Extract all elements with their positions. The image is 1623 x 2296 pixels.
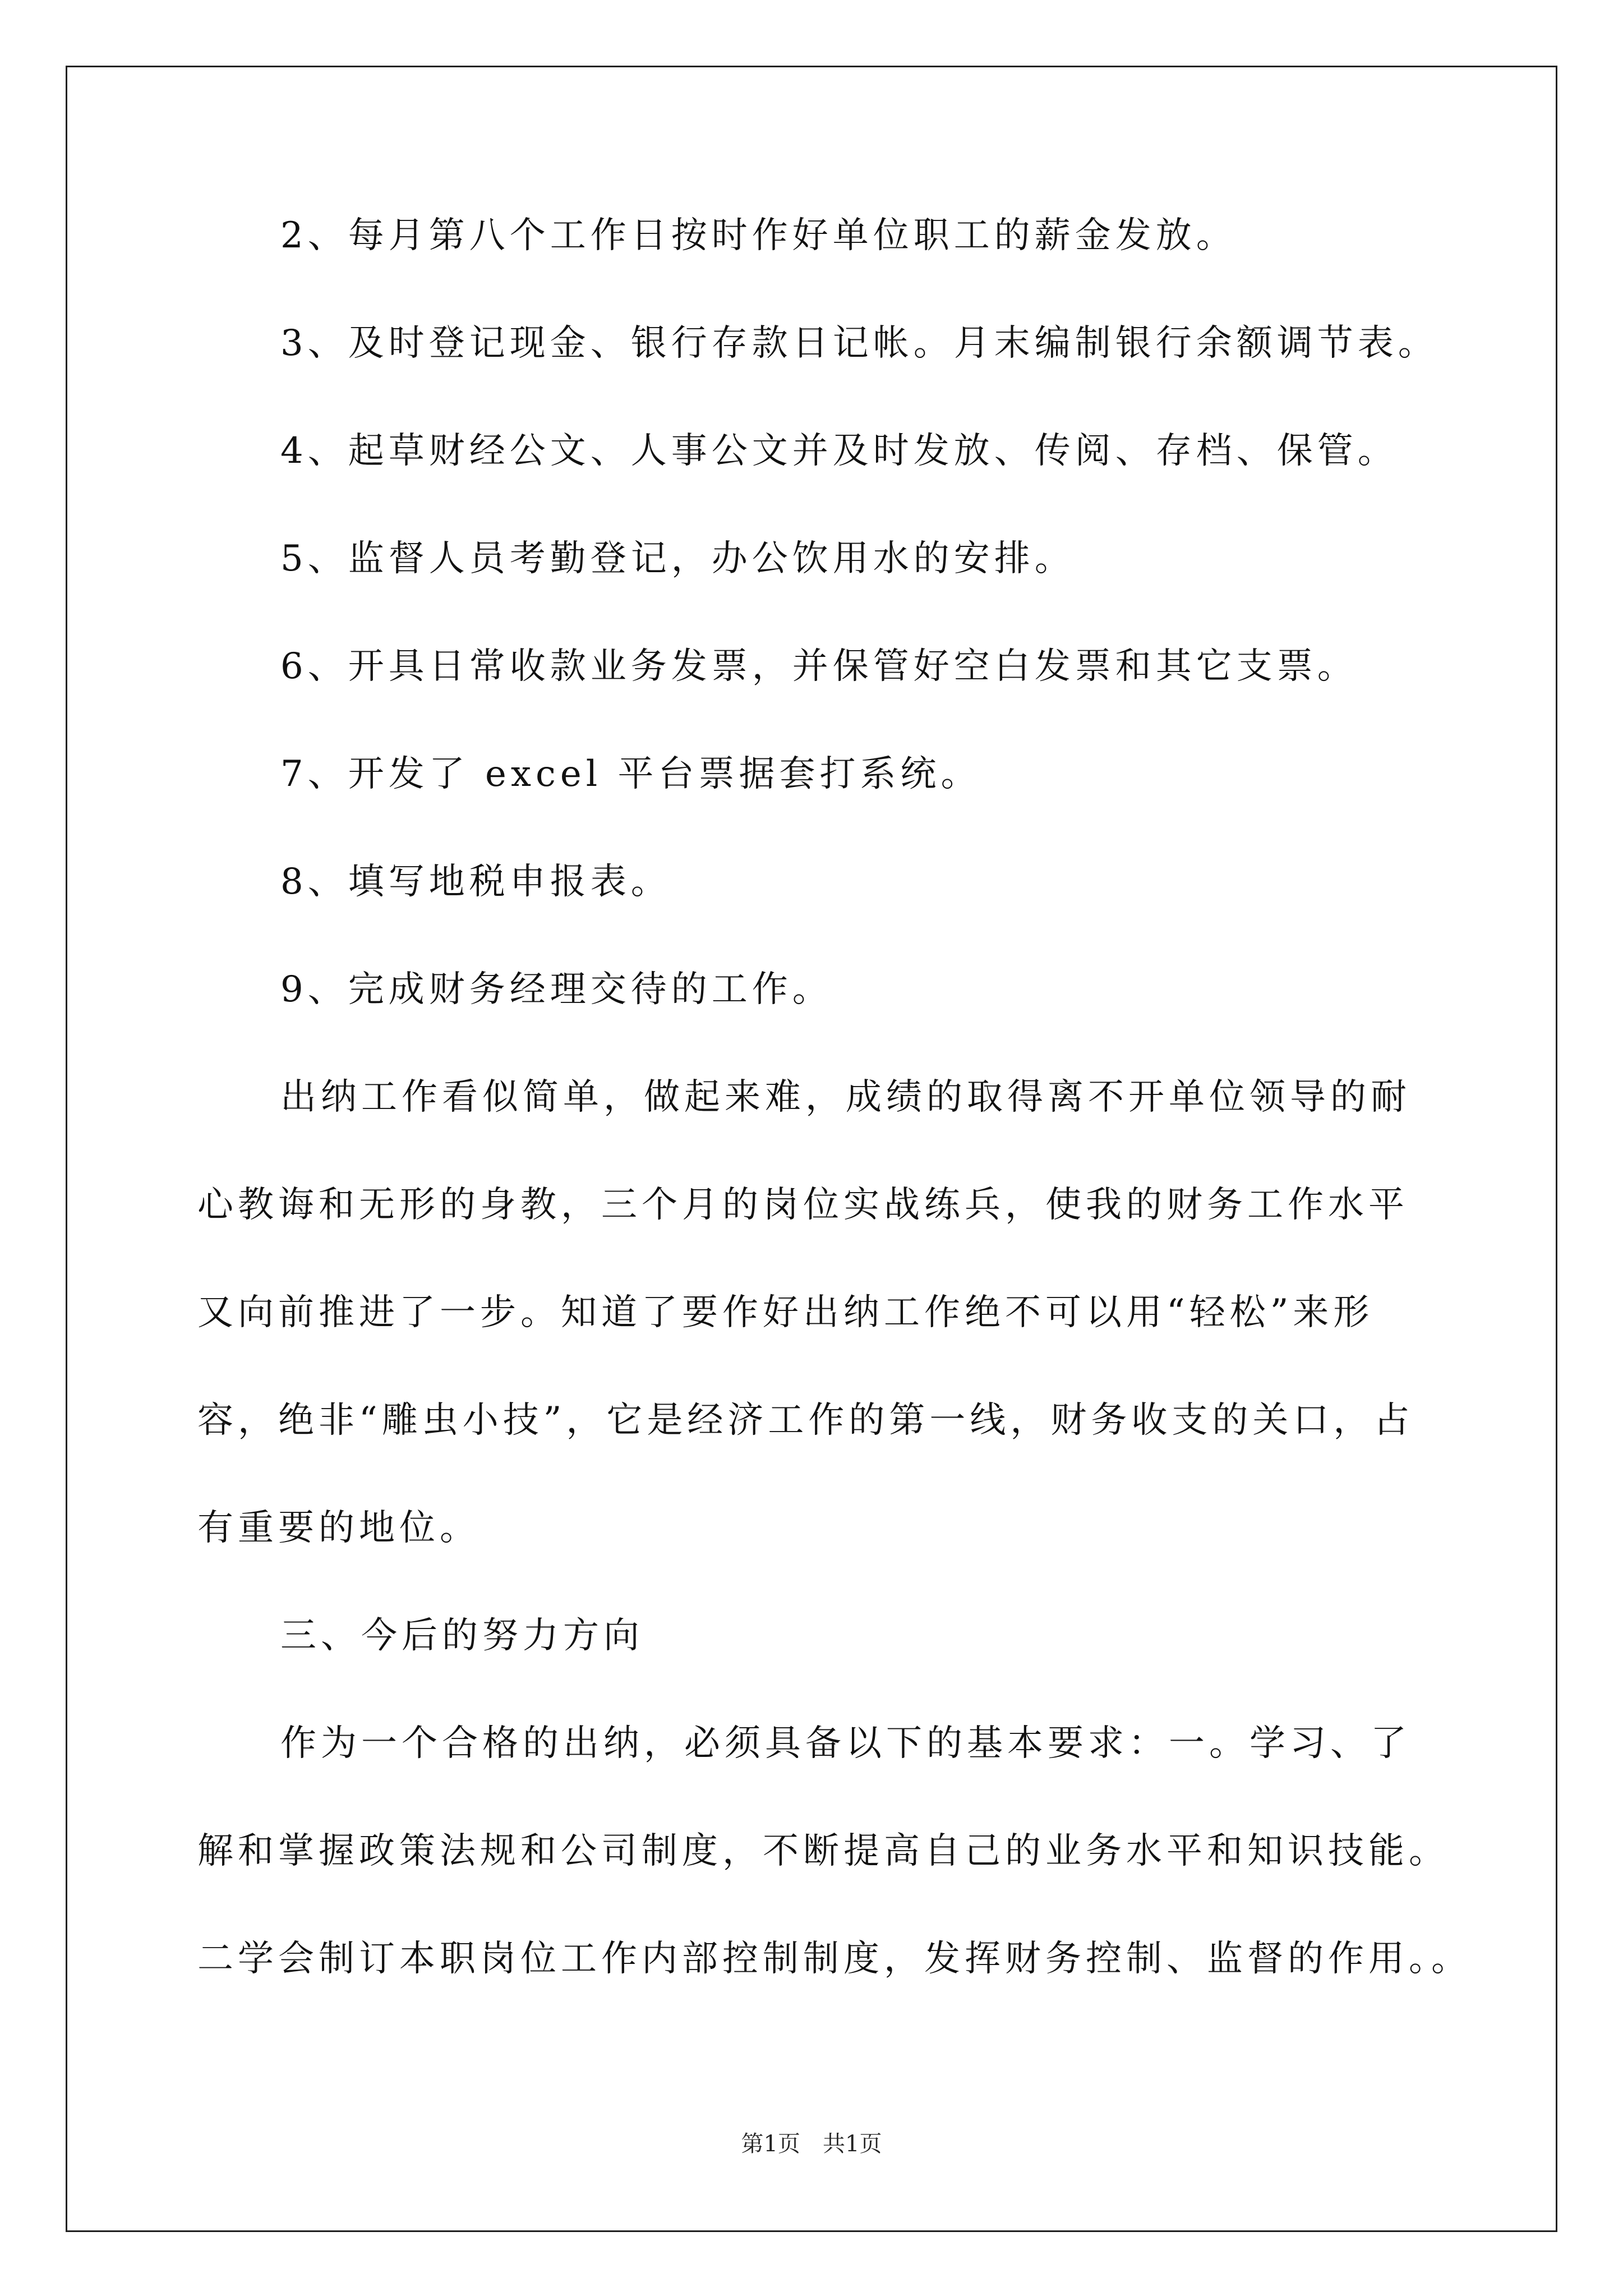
paragraph-line: 解和掌握政策法规和公司制度，不断提高自己的业务水平和知识技能。 bbox=[197, 1830, 1449, 1872]
paragraph-line: 容，绝非“雕虫小技”，它是经济工作的第一线，财务收支的关口，占 bbox=[197, 1400, 1414, 1441]
paragraph-line: 有重要的地位。 bbox=[197, 1507, 480, 1549]
list-item-6: 6、开具日常收款业务发票，并保管好空白发票和其它支票。 bbox=[280, 646, 1358, 687]
list-item-4: 4、起草财经公文、人事公文并及时发放、传阅、存档、保管。 bbox=[280, 430, 1398, 472]
list-item-3: 3、及时登记现金、银行存款日记帐。月末编制银行余额调节表。 bbox=[280, 323, 1438, 364]
list-item-8: 8、填写地税申报表。 bbox=[280, 861, 671, 903]
paragraph-line: 心教诲和无形的身教，三个月的岗位实战练兵，使我的财务工作水平 bbox=[197, 1184, 1409, 1226]
list-item-2: 2、每月第八个工作日按时作好单位职工的薪金发放。 bbox=[280, 215, 1237, 256]
list-item-7: 7、开发了 excel 平台票据套打系统。 bbox=[280, 753, 981, 795]
list-item-5: 5、监督人员考勤登记，办公饮用水的安排。 bbox=[280, 538, 1075, 579]
paragraph-line: 作为一个合格的出纳，必须具备以下的基本要求：一。学习、了 bbox=[280, 1723, 1411, 1764]
document-body bbox=[197, 215, 1476, 1980]
page-footer: 第1页 共1页 bbox=[741, 2131, 882, 2157]
list-item-9: 9、完成财务经理交待的工作。 bbox=[280, 969, 833, 1010]
section-heading: 三、今后的努力方向 bbox=[280, 1615, 644, 1657]
paragraph-line: 二学会制订本职岗位工作内部控制制度，发挥财务控制、监督的作用。。 bbox=[197, 1938, 1472, 1980]
paragraph-line: 又向前推进了一步。知道了要作好出纳工作绝不可以用“轻松”来形 bbox=[197, 1292, 1374, 1333]
paragraph-line: 出纳工作看似简单，做起来难，成绩的取得离不开单位领导的耐 bbox=[280, 1076, 1411, 1118]
